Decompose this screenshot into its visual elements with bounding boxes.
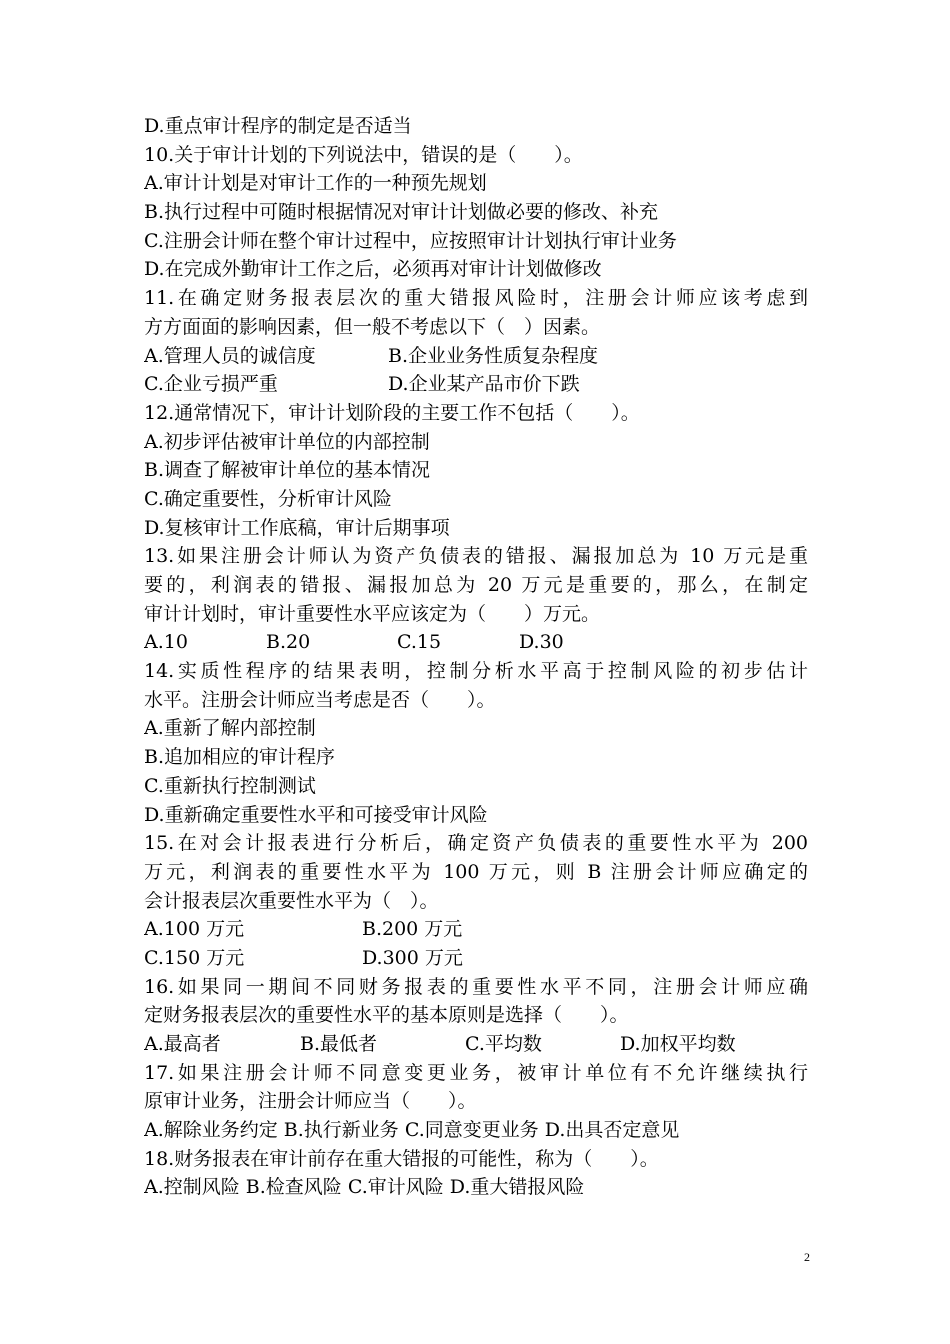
option-row [144,944,808,973]
option-line: B.追加相应的审计程序 [144,746,336,769]
question-line: 14.实质性程序的结果表明，控制分析水平高于控制风险的初步估计 [144,660,808,683]
option-item: A.最高者 [144,1033,221,1055]
page-number: 2 [804,1250,810,1264]
option-line: A.控制风险 B.检查风险 C.审计风险 D.重大错报风险 [144,1176,585,1199]
option-item: D.企业某产品市价下跌 [388,373,580,396]
option-line: A.解除业务约定 B.执行新业务 C.同意变更业务 D.出具否定意见 [144,1119,680,1142]
option-line: D.重新确定重要性水平和可接受审计风险 [144,803,488,826]
option-line: A.重新了解内部控制 [144,717,316,740]
option-line: A.初步评估被审计单位的内部控制 [144,430,430,453]
option-line: A.审计计划是对审计工作的一种预先规划 [144,172,487,195]
question-line: 17.如果注册会计师不同意变更业务，被审计单位有不允许继续执行 [144,1061,808,1084]
question-line: 水平。注册会计师应当考虑是否（ ）。 [144,688,496,711]
option-item: B.20 [266,631,311,654]
option-row [144,370,808,399]
question-line: 13.如果注册会计师认为资产负债表的错报、漏报加总为 10 万元是重 [144,545,808,568]
question-text-block [144,112,808,1202]
question-line: 12.通常情况下，审计计划阶段的主要工作不包括（ ）。 [144,401,640,424]
question-line: 11.在确定财务报表层次的重大错报风险时，注册会计师应该考虑到 [144,287,808,310]
option-item: D.加权平均数 [620,1033,736,1055]
option-row [144,915,808,944]
option-line: B.执行过程中可随时根据情况对审计计划做必要的修改、补充 [144,201,659,224]
question-line: 原审计业务，注册会计师应当（ ）。 [144,1090,477,1113]
question-line: 16.如果同一期间不同财务报表的重要性水平不同，注册会计师应确 [144,975,808,998]
option-item: C.平均数 [465,1033,542,1055]
option-item: C.企业亏损严重 [144,373,278,396]
question-line: 会计报表层次重要性水平为（ ）。 [144,889,439,912]
question-line: 18.财务报表在审计前存在重大错报的可能性，称为（ ）。 [144,1147,659,1170]
option-item: B.200 万元 [362,918,463,941]
option-line: D.重点审计程序的制定是否适当 [144,115,412,137]
question-line: 定财务报表层次的重要性水平的基本原则是选择（ ）。 [144,1004,629,1027]
option-item: A.10 [144,631,188,654]
option-item: B.最低者 [300,1033,378,1055]
question-line: 15.在对会计报表进行分析后，确定资产负债表的重要性水平为 200 [144,832,808,855]
option-item: D.300 万元 [362,946,463,969]
option-line: D.复核审计工作底稿，审计后期事项 [144,516,450,539]
question-line: 万元，利润表的重要性水平为 100 万元，则 B 注册会计师应确定的 [144,860,808,883]
option-line: B.调查了解被审计单位的基本情况 [144,459,431,482]
option-item: C.15 [397,631,442,654]
question-line: 审计计划时，审计重要性水平应该定为（ ）万元。 [144,602,601,625]
option-line: C.重新执行控制测试 [144,774,316,797]
option-line: D.在完成外勤审计工作之后，必须再对审计计划做修改 [144,258,602,281]
option-item: D.30 [519,631,564,654]
option-item: A.100 万元 [144,918,245,941]
option-item: A.管理人员的诚信度 [144,344,316,367]
option-row [144,1030,808,1059]
option-row [144,628,808,657]
question-line: 要的，利润表的错报、漏报加总为 20 万元是重要的，那么，在制定 [144,574,808,596]
option-item: C.150 万元 [144,946,245,969]
option-row [144,342,808,371]
question-line: 10.关于审计计划的下列说法中，错误的是（ ）。 [144,143,583,166]
option-line: C.确定重要性，分析审计风险 [144,487,392,510]
question-line: 方方面面的影响因素，但一般不考虑以下（ ）因素。 [144,315,601,338]
option-line: C.注册会计师在整个审计过程中，应按照审计计划执行审计业务 [144,229,677,252]
option-item: B.企业业务性质复杂程度 [388,344,599,367]
